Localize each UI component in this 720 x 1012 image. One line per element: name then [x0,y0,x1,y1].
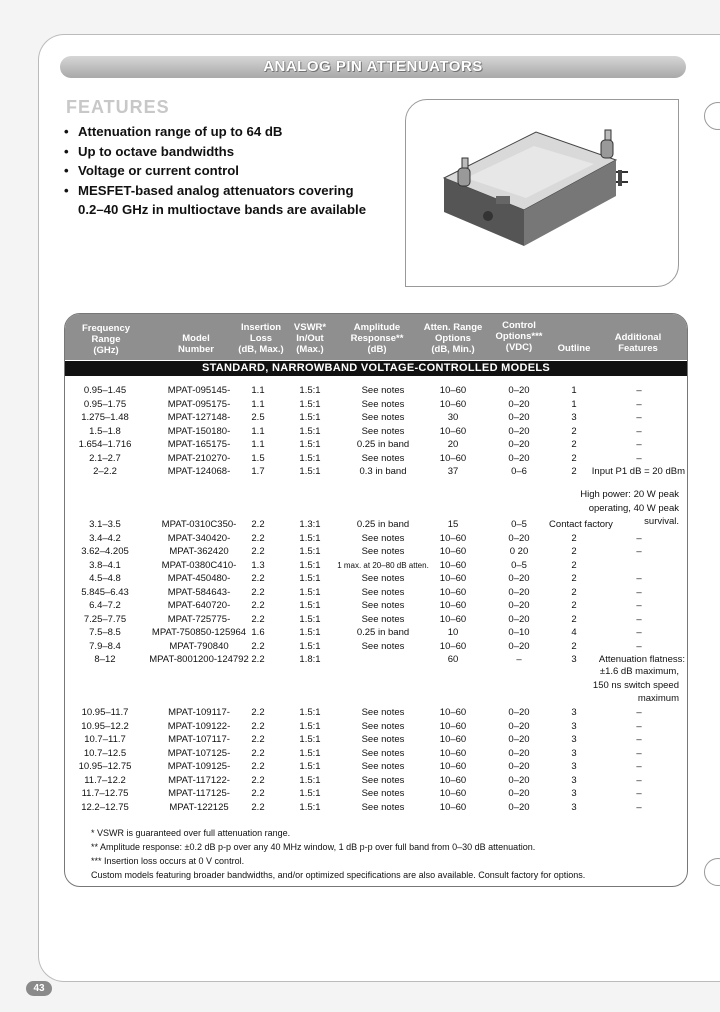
cell-model: MPAT-790840 [169,640,229,652]
cell-outline: 2 [571,452,577,464]
cell-outline: 2 [571,466,577,477]
cell-outline: 2 [571,546,577,557]
cell-vswr: 1.5:1 [299,398,321,410]
cell-atten: 10–60 [439,720,467,732]
cell-add: – [636,600,642,611]
cell-ctrl: 0–20 [508,774,530,786]
cell-freq: 3.62–4.205 [81,546,129,557]
cell-amp: See notes [361,640,405,652]
cell-amp: See notes [361,385,405,396]
cell-vswr: 1.5:1 [299,559,321,571]
cell-model: MPAT-640720- [167,600,231,611]
cell-freq: 10.95–11.7 [81,707,129,718]
cell-vswr: 1.5:1 [299,439,321,450]
cell-loss: 1.1 [251,439,265,450]
cell-freq: 10.95–12.2 [81,720,129,732]
cell-add: – [636,640,642,652]
cell-add: – [636,720,642,732]
cell-atten: 10–60 [439,425,467,437]
feature-item: • Up to octave bandwidths [64,142,366,162]
cell-vswr: 1.5:1 [299,774,321,786]
cell-amp: 1 max. at 20–80 dB atten. [337,560,429,570]
cell-outline: Contact factory [549,519,613,530]
cell-vswr: 1.5:1 [299,640,321,652]
cell-freq: 11.7–12.75 [81,788,129,799]
cell-freq: 10.95–12.75 [78,761,132,772]
cell-model: MPAT-0380C410- [161,559,237,571]
cell-amp: 0.25 in band [356,519,410,530]
cell-atten: 10–60 [439,761,467,772]
cell-add: – [636,439,642,450]
header-control: Control Options*** (VDC) [495,320,543,353]
cell-ctrl: 0–20 [508,734,530,745]
cell-amp: See notes [361,747,405,759]
cell-model: MPAT-750850-125964 [151,627,247,638]
cell-ctrl: 0–20 [508,707,530,718]
cell-add: – [636,788,642,799]
cell-model: MPAT-124068- [167,466,231,477]
cell-add: – [636,532,642,544]
cell-outline: 3 [571,720,577,732]
cell-ctrl: 0–20 [508,640,530,652]
cell-add: – [636,546,642,557]
cell-model: MPAT-127148- [167,412,231,423]
cell-add: – [636,452,642,464]
header-insertion-loss: Insertion Loss (dB, Max.) [238,322,284,355]
cell-atten: 10–60 [439,801,467,813]
cell-amp: See notes [361,573,405,584]
section-title: STANDARD, NARROWBAND VOLTAGE-CONTROLLED MODELS [65,361,687,376]
cell-model: MPAT-109125- [167,761,231,772]
cell-loss: 1.1 [251,385,265,396]
cell-ctrl: 0–20 [508,720,530,732]
cell-ctrl: 0–20 [508,385,530,396]
cell-vswr: 1.5:1 [299,761,321,772]
cell-add: Attenuation flatness: [598,654,685,665]
cell-model: MPAT-450480- [167,573,231,584]
cell-outline: 1 [571,385,577,396]
cell-vswr: 1.5:1 [299,613,321,625]
cell-loss: 1.5 [251,452,265,464]
cell-freq: 0.95–1.75 [83,398,127,410]
cell-atten: 15 [447,519,459,530]
cell-ctrl: 0–20 [508,452,530,464]
cell-atten: 10–60 [439,640,467,652]
feature-item: • Attenuation range of up to 64 dB [64,122,366,142]
cell-amp: See notes [361,761,405,772]
cell-vswr: 1.5:1 [299,466,321,477]
cell-model: MPAT-340420- [167,532,231,544]
cell-vswr: 1.5:1 [299,546,321,557]
cell-amp: 0.25 in band [356,439,410,450]
cell-model: MPAT-210270- [167,452,231,464]
header-outline: Outline [557,343,591,354]
cell-outline: 2 [571,559,577,571]
cell-amp: See notes [361,398,405,410]
group1-note: High power: 20 W peak operating, 40 W peak survival. [580,489,679,527]
footnote: Custom models featuring broader bandwidths, and/or optimized specifications are also available. Consult factory for options. [91,870,586,880]
cell-atten: 30 [447,412,459,423]
cell-ctrl: 0–6 [511,466,527,477]
cell-atten: 10–60 [439,734,467,745]
cell-freq: 11.7–12.2 [84,774,126,786]
cell-ctrl: 0–20 [508,425,530,437]
cell-add: – [636,398,642,410]
cell-amp: See notes [361,412,405,423]
cell-freq: 7.9–8.4 [89,640,121,652]
cell-freq: 10.7–12.5 [83,747,127,759]
cell-amp: See notes [361,600,405,611]
cell-model: MPAT-8001200-124792 [149,654,249,665]
cell-freq: 12.2–12.75 [81,801,129,813]
cell-outline: 2 [571,439,577,450]
cell-add: – [636,573,642,584]
banner-title: ANALOG PIN ATTENUATORS [263,58,483,75]
cell-freq: 0.95–1.45 [83,385,127,396]
cell-model: MPAT-584643- [167,586,231,598]
cell-loss: 2.2 [251,734,265,745]
cell-amp: See notes [361,532,405,544]
cell-outline: 2 [571,425,577,437]
cell-atten: 10–60 [439,586,467,598]
page-banner [60,56,686,78]
cell-outline: 3 [571,774,577,786]
cell-outline: 3 [571,654,577,665]
cell-ctrl: 0–5 [511,559,527,571]
cell-add: – [636,801,642,813]
cell-vswr: 1.5:1 [299,532,321,544]
cell-loss: 2.2 [251,519,265,530]
cell-freq: 4.5–4.8 [89,573,121,584]
cell-loss: 1.3 [251,559,265,571]
cell-atten: 60 [447,654,459,665]
cell-outline: 2 [571,640,577,652]
cell-freq: 1.5–1.8 [89,425,121,437]
features-list [64,122,366,220]
cell-atten: 10–60 [439,613,467,625]
cell-vswr: 1.5:1 [299,452,321,464]
cell-ctrl: 0–20 [508,398,530,410]
cell-outline: 3 [571,761,577,772]
cell-vswr: 1.5:1 [299,425,321,437]
cell-atten: 10–60 [439,452,467,464]
cell-loss: 2.2 [251,720,265,732]
header-amplitude: Amplitude Response** (dB) [350,322,404,355]
cell-freq: 8–12 [94,654,116,665]
group2-note: ±1.6 dB maximum, 150 ns switch speed maximum [592,666,679,704]
models-table [64,313,688,887]
cell-vswr: 1.5:1 [299,788,321,799]
cell-freq: 10.7–11.7 [84,734,126,745]
cell-atten: 10–60 [439,707,467,718]
header-atten-range: Atten. Range Options (dB, Min.) [423,322,483,355]
cell-ctrl: 0–20 [508,573,530,584]
cell-atten: 10–60 [439,546,467,557]
cell-ctrl: 0–20 [508,801,530,813]
cell-add: – [636,613,642,625]
cell-amp: See notes [361,546,405,557]
cell-loss: 2.2 [251,613,265,625]
cell-vswr: 1.5:1 [299,586,321,598]
cell-atten: 20 [447,439,459,450]
cell-loss: 2.5 [251,412,265,423]
cell-loss: 2.2 [251,586,265,598]
cell-vswr: 1.5:1 [299,734,321,745]
cell-model: MPAT-0310C350- [161,519,237,530]
cell-outline: 2 [571,613,577,625]
cell-amp: See notes [361,801,405,813]
features-title: FEATURES [66,97,170,117]
cell-loss: 2.2 [251,707,265,718]
cell-freq: 3.4–4.2 [89,532,121,544]
cell-ctrl: 0–20 [508,600,530,611]
cell-loss: 2.2 [251,573,265,584]
cell-amp: See notes [361,452,405,464]
cell-freq: 3.8–4.1 [89,559,121,571]
cell-atten: 10–60 [439,774,467,786]
cell-ctrl: 0–20 [508,412,530,423]
cell-ctrl: 0 20 [509,546,529,557]
cell-vswr: 1.5:1 [299,801,321,813]
cell-freq: 6.4–7.2 [89,600,121,611]
cell-vswr: 1.5:1 [299,573,321,584]
cell-ctrl: 0–20 [508,439,530,450]
feature-item: 0.2–40 GHz in multioctave bands are available [78,202,367,217]
cell-atten: 10–60 [439,532,467,544]
header-frequency: Frequency Range (GHz) [81,323,131,356]
cell-add: – [636,774,642,786]
cell-vswr: 1.5:1 [299,707,321,718]
cell-loss: 2.2 [251,801,265,813]
cell-ctrl: 0–20 [508,761,530,772]
cell-vswr: 1.5:1 [299,720,321,732]
cell-loss: 2.2 [251,532,265,544]
cell-ctrl: 0–20 [508,613,530,625]
feature-item: • Voltage or current control [64,161,366,181]
cell-loss: 1.1 [251,398,265,410]
cell-outline: 2 [571,573,577,584]
cell-ctrl: 0–10 [508,627,530,638]
cell-loss: 1.7 [251,466,265,477]
cell-model: MPAT-117125- [168,788,230,799]
cell-ctrl: 0–20 [508,532,530,544]
cell-ctrl: 0–20 [508,788,530,799]
cell-model: MPAT-362420 [169,546,229,557]
cell-outline: 3 [571,788,577,799]
cell-atten: 10–60 [439,573,467,584]
cell-add: – [636,586,642,598]
cell-freq: 3.1–3.5 [89,519,121,530]
header-model: Model Number [178,333,214,355]
cell-model: MPAT-109122- [167,720,231,732]
cell-vswr: 1.5:1 [299,747,321,759]
cell-atten: 10–60 [439,398,467,410]
cell-add: – [636,627,642,638]
product-photo-frame [405,99,679,287]
cell-loss: 2.2 [251,640,265,652]
cell-model: MPAT-109117- [168,707,230,718]
cell-amp: See notes [361,425,405,437]
cell-add: Input P1 dB = 20 dBm [591,466,685,477]
cell-add: – [636,412,642,423]
cell-atten: 10–60 [439,788,467,799]
cell-model: MPAT-150180- [167,425,231,437]
cell-amp: See notes [361,720,405,732]
cell-freq: 7.5–8.5 [89,627,121,638]
feature-item: • MESFET-based analog attenuators covering [64,181,366,201]
cell-amp: See notes [361,788,405,799]
cell-amp: See notes [361,734,405,745]
cell-model: MPAT-725775- [167,613,231,625]
cell-ctrl: 0–20 [508,747,530,759]
cell-ctrl: 0–20 [508,586,530,598]
cell-outline: 4 [571,627,577,638]
cell-outline: 1 [571,398,577,410]
cell-amp: 0.3 in band [359,466,407,477]
cell-freq: 7.25–7.75 [83,613,127,625]
footnotes [91,826,681,882]
cell-loss: 2.2 [251,761,265,772]
cell-vswr: 1.3:1 [299,519,321,530]
cell-atten: 10 [447,627,459,638]
cell-add: – [636,761,642,772]
cell-atten: 10–60 [439,385,467,396]
cell-atten: 37 [447,466,459,477]
cell-atten: 10–60 [439,600,467,611]
cell-outline: 3 [571,707,577,718]
page-number: 43 [26,981,52,996]
cell-outline: 3 [571,734,577,745]
cell-add: – [636,747,642,759]
cell-loss: 2.2 [251,747,265,759]
cell-vswr: 1.8:1 [299,654,321,665]
cell-model: MPAT-107117- [168,734,230,745]
cell-outline: 3 [571,412,577,423]
footnote: ** Amplitude response: ±0.2 dB p-p over any 40 MHz window, 1 dB p-p over full band from 0–30 dB attenuation. [91,842,536,852]
cell-freq: 5.845–6.43 [81,586,129,598]
cell-outline: 2 [571,532,577,544]
table-header [65,314,687,360]
cell-outline: 3 [571,747,577,759]
attenuator-module-image [406,100,678,286]
footnote: *** Insertion loss occurs at 0 V control. [91,856,245,866]
cell-loss: 1.6 [251,627,265,638]
cell-loss: 2.2 [251,654,265,665]
cell-loss: 2.2 [251,788,265,799]
cell-loss: 2.2 [251,600,265,611]
cell-outline: 2 [571,600,577,611]
cell-loss: 1.1 [251,425,265,437]
cell-vswr: 1.5:1 [299,627,321,638]
cell-add: – [636,734,642,745]
cell-model: MPAT-107125- [167,747,231,759]
cell-ctrl: 0–5 [511,519,527,530]
cell-amp: See notes [361,774,405,786]
header-vswr: VSWR* In/Out (Max.) [293,322,327,355]
cell-outline: 2 [571,586,577,598]
cell-model: MPAT-117122- [168,774,230,786]
cell-amp: See notes [361,586,405,598]
cell-vswr: 1.5:1 [299,385,321,396]
cell-freq: 1.275–1.48 [81,412,129,423]
cell-freq: 1.654–1.716 [78,439,132,450]
cell-ctrl: – [516,654,522,665]
cell-atten: 10–60 [439,747,467,759]
cell-add: – [636,385,642,396]
footnote: * VSWR is guaranteed over full attenuation range. [91,828,291,838]
header-additional: Additional Features [614,332,662,354]
cell-model: MPAT-122125 [169,801,229,813]
cell-vswr: 1.5:1 [299,412,321,423]
cell-freq: 2.1–2.7 [89,452,121,464]
cell-loss: 2.2 [251,546,265,557]
cell-amp: See notes [361,613,405,625]
cell-add: – [636,707,642,718]
cell-amp: 0.25 in band [356,627,410,638]
cell-model: MPAT-095175- [167,398,231,410]
cell-model: MPAT-165175- [167,439,231,450]
cell-vswr: 1.5:1 [299,600,321,611]
cell-amp: See notes [361,707,405,718]
cell-atten: 10–60 [439,559,467,571]
cell-freq: 2–2.2 [93,466,117,477]
cell-add: – [636,425,642,437]
cell-model: MPAT-095145- [167,385,231,396]
cell-loss: 2.2 [251,774,265,786]
cell-outline: 3 [571,801,577,813]
